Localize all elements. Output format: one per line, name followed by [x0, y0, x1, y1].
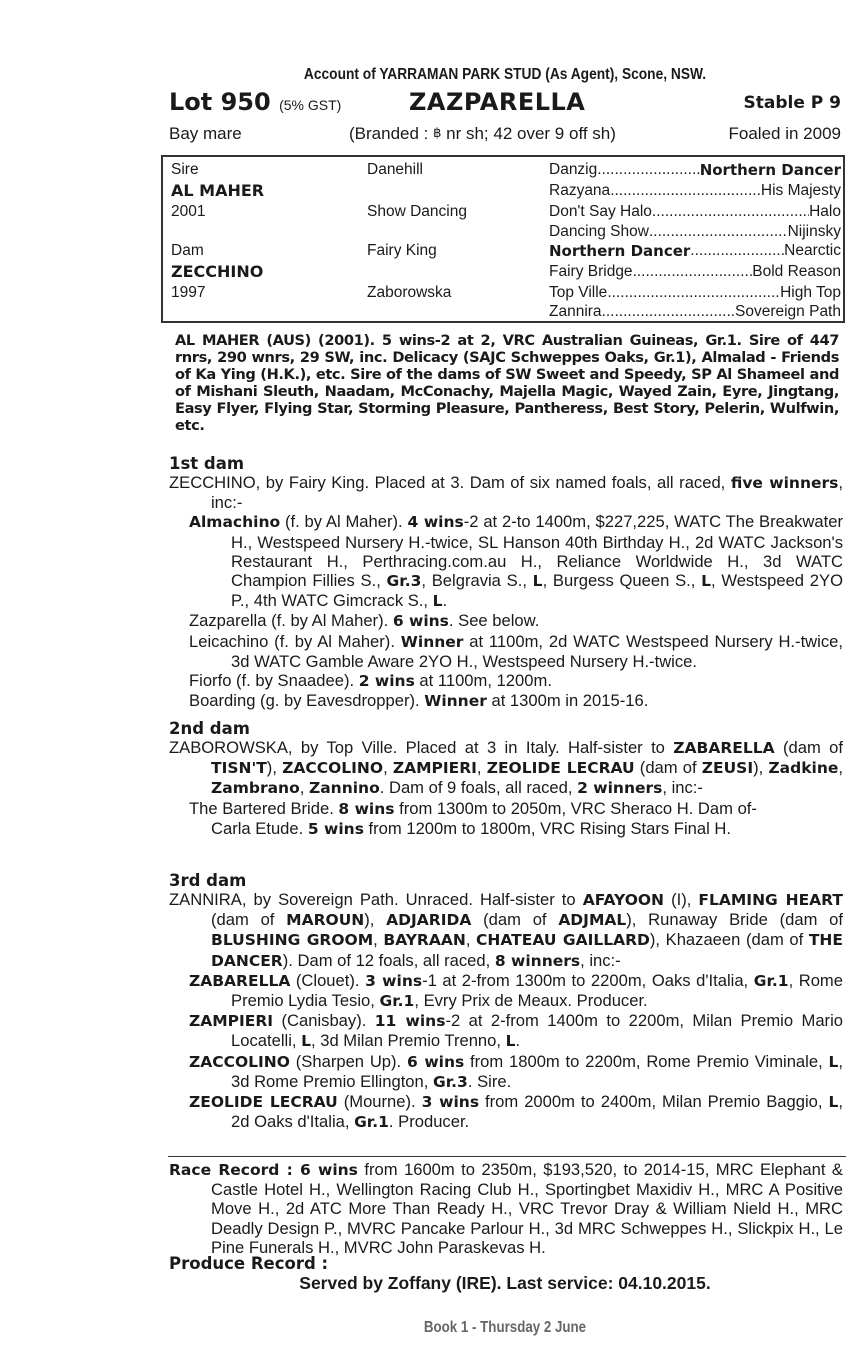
sire-sire: Danehill [367, 161, 424, 178]
sire-name: AL MAHER [171, 181, 265, 200]
offspring-entry: Almachino (f. by Al Maher). 4 wins-2 at 2-to 1400m, $227,225, WATC The Breakwater H., Westspeed Nursery H.-twice, SL Hanson 40th Birthday H., 2d WATC Jackson's Restaurant H., Perthracing.com.au H., Reliance Worldwide H., 3d WATC Champion Fillies S., Gr.3, Belgravia S., L, Burgess Queen S., L, Westspeed 2YO P., 4th WATC Gimcrack S., L. [189, 512, 843, 611]
first-dam-section [169, 454, 843, 711]
second-dam-section [169, 719, 843, 839]
brand-description: (Branded : ฿ nr sh; 42 over 9 off sh) [349, 124, 616, 143]
dam-dam: Zaborowska [367, 284, 452, 301]
race-record: Race Record : 6 wins from 1600m to 2350m, $193,520, to 2014-15, MRC Elephant & Castle Hotel H., Wellington Racing Club H., Sportingbet Maxidiv H., MRC A Positive Move H., 2d ATC More Than Ready H., VRC Trevor Dray & William Nield H., MRC Deadly Design P., MVRC Pancake Parlour H., 3d MRC Schweppes H., Slickpix H., Le Pine Funerals H., MVRC John Paraskevas H. [169, 1160, 843, 1257]
foaled-year: Foaled in 2009 [728, 124, 841, 143]
stable-number: Stable P 9 [743, 93, 841, 113]
offspring-entry: Carla Etude. 5 wins from 1200m to 1800m, VRC Rising Stars Final H. [211, 818, 731, 838]
grandparent-row: Zannira ..... Sovereign Path [549, 303, 841, 321]
section-heading: 2nd dam [169, 719, 250, 738]
dam-summary: ZABOROWSKA, by Top Ville. Placed at 3 in Italy. Half-sister to ZABARELLA (dam of TISN'T), ZACCOLINO, ZAMPIERI, ZEOLIDE LECRAU (dam of ZEUSI), Zadkine, Zambrano, Zannino. Dam of 9 foals, all raced, 2 winners, inc:- [169, 738, 843, 798]
dam-sire: Fairy King [367, 242, 437, 259]
grandparent-row: Dancing Show ..... Nijinsky [549, 223, 841, 241]
sire-label: Sire [171, 161, 199, 178]
service-details: Served by Zoffany (IRE). Last service: 04.10.2015. [299, 1273, 711, 1293]
dam-name: ZECCHINO [171, 262, 264, 281]
horse-details [169, 124, 841, 144]
offspring-entry: Zazparella (f. by Al Maher). 6 wins. See below. [189, 611, 540, 631]
lot-header [169, 88, 841, 116]
sire-summary: AL MAHER (AUS) (2001). 5 wins-2 at 2, VRC Australian Guineas, Gr.1. Sire of 447 rnrs, 290 wnrs, 29 SW, inc. Delicacy (SAJC Schweppes Oaks, Gr.1), Almalad - Friends of Ka Ying (H.K.), etc. Sire of the dams of SW Sweet and Speedy, SP Al Shameel and of Mishani Sleuth, Naadam, McConachy, Majella Magic, Wayed Zain, Eyre, Jingtang, Easy Flyer, Flying Star, Storming Pleasure, Pantheress, Best Story, Pelerin, Wulfwin, etc. [175, 332, 839, 434]
lot-number: Lot 950 (5% GST) [169, 88, 342, 116]
horse-name: ZAZPARELLA [409, 88, 586, 116]
sire-dam: Show Dancing [367, 203, 467, 220]
offspring-entry: ZABARELLA (Clouet). 3 wins-1 at 2-from 1300m to 2200m, Oaks d'Italia, Gr.1, Rome Premio Lydia Tesio, Gr.1, Evry Prix de Meaux. Producer. [189, 970, 843, 1011]
pedigree-table [161, 155, 845, 323]
section-heading: 1st dam [169, 454, 245, 473]
offspring-entry: Boarding (g. by Eavesdropper). Winner at 1300m in 2015-16. [189, 691, 649, 711]
grandparent-row: Northern Dancer ..... Nearctic [549, 242, 841, 260]
vendor-account: Account of YARRAMAN PARK STUD (As Agent), Scone, NSW. [303, 66, 707, 83]
grandparent-row: Top Ville ..... High Top [549, 284, 841, 302]
section-divider [168, 1156, 846, 1157]
grandparent-row: Don't Say Halo ..... Halo [549, 203, 841, 221]
grandparent-row: Fairy Bridge ..... Bold Reason [549, 263, 841, 281]
offspring-entry: ZAMPIERI (Canisbay). 11 wins-2 at 2-from 1400m to 2200m, Milan Premio Mario Locatelli, L, 3d Milan Premio Trenno, L. [189, 1011, 843, 1051]
page-footer: Book 1 - Thursday 2 June [423, 1319, 587, 1336]
section-heading: 3rd dam [169, 871, 247, 890]
offspring-entry: Leicachino (f. by Al Maher). Winner at 1100m, 2d WATC Westspeed Nursery H.-twice, 3d WATC Gamble Aware 2YO H., Westspeed Nursery H.-twice. [189, 631, 843, 671]
offspring-entry: The Bartered Bride. 8 wins from 1300m to 2050m, VRC Sheraco H. Dam of- [189, 798, 757, 818]
dam-label: Dam [171, 242, 204, 259]
brand-mark-icon: ฿ [433, 125, 442, 140]
grandparent-row: Danzig ..... Northern Dancer [549, 161, 841, 179]
offspring-entry: ZEOLIDE LECRAU (Mourne). 3 wins from 2000m to 2400m, Milan Premio Baggio, L, 2d Oaks d'Italia, Gr.1. Producer. [189, 1092, 843, 1132]
dam-year: 1997 [171, 284, 206, 301]
sire-year: 2001 [171, 203, 206, 220]
produce-record-label: Produce Record : [169, 1254, 329, 1273]
gst-note: (5% GST) [279, 97, 342, 113]
race-record-label: Race Record : 6 wins [169, 1161, 358, 1179]
dam-summary: ZECCHINO, by Fairy King. Placed at 3. Dam of six named foals, all raced, five winners, inc:- [169, 473, 843, 513]
offspring-entry: ZACCOLINO (Sharpen Up). 6 wins from 1800m to 2200m, Rome Premio Viminale, L, 3d Rome Premio Ellington, Gr.3. Sire. [189, 1051, 843, 1091]
dam-summary: ZANNIRA, by Sovereign Path. Unraced. Half-sister to AFAYOON (I), FLAMING HEART (dam of MAROUN), ADJARIDA (dam of ADJMAL), Runaway Bride (dam of BLUSHING GROOM, BAYRAAN, CHATEAU GAILLARD), Khazaeen (dam of THE DANCER). Dam of 12 foals, all raced, 8 winners, inc:- [169, 890, 843, 970]
third-dam-section [169, 871, 843, 1132]
offspring-entry: Fiorfo (f. by Snaadee). 2 wins at 1100m, 1200m. [189, 671, 552, 691]
color-sex: Bay mare [169, 124, 242, 143]
grandparent-row: Razyana ..... His Majesty [549, 182, 841, 200]
